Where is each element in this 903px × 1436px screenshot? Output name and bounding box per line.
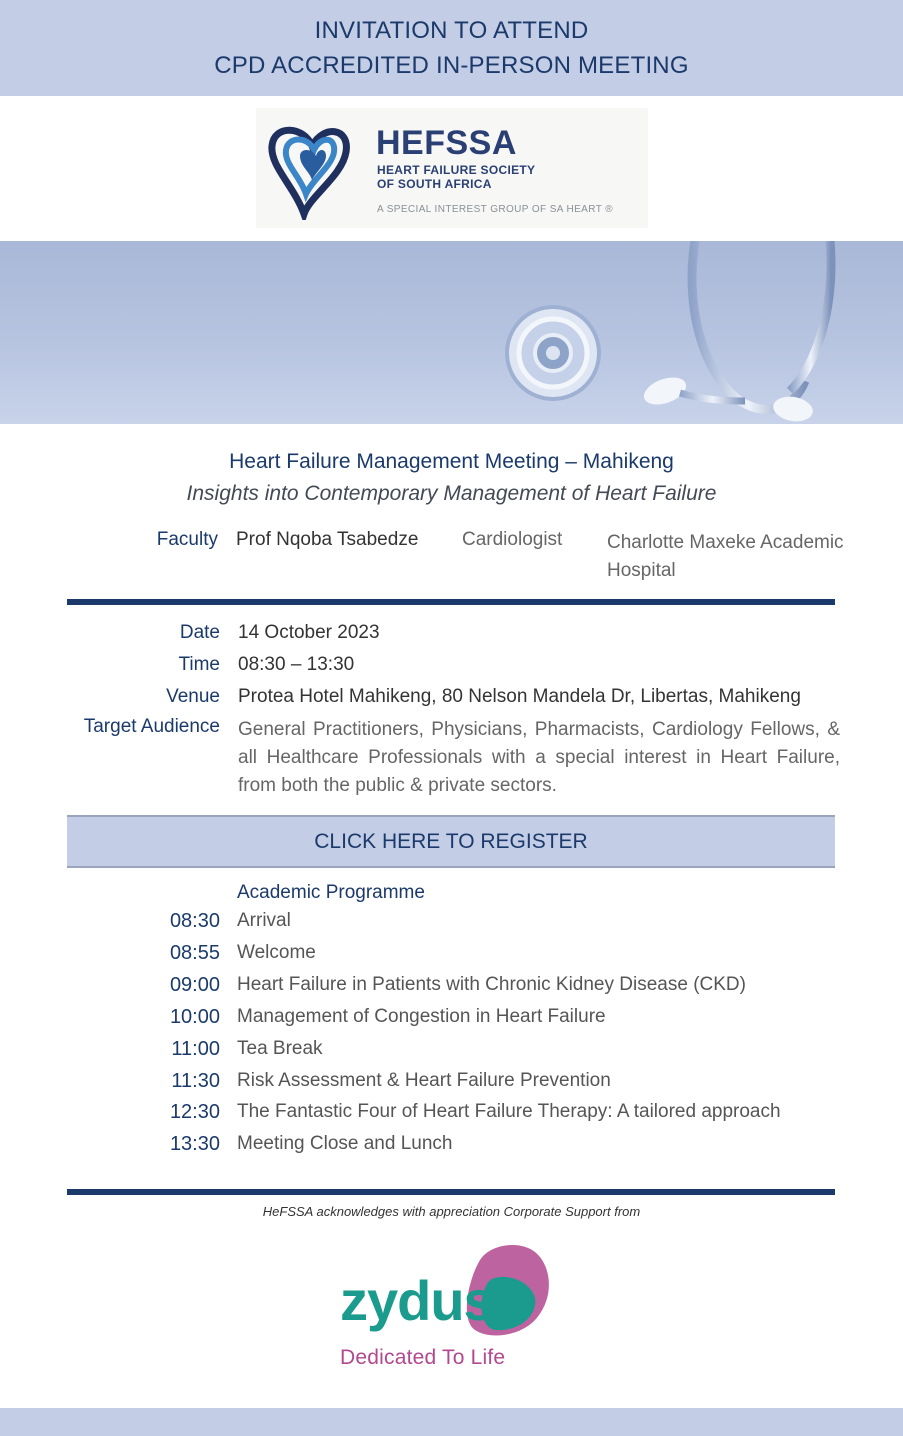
logo-tagline: A SPECIAL INTEREST GROUP OF SA HEART ® (377, 204, 613, 215)
programme-row (0, 1038, 903, 1070)
programme-item: Management of Congestion in Heart Failure (237, 1006, 606, 1027)
programme-item: Meeting Close and Lunch (237, 1133, 453, 1154)
header-line-1: INVITATION TO ATTEND (314, 17, 589, 44)
header-line-2: CPD ACCREDITED IN-PERSON MEETING (214, 52, 689, 79)
programme-time: 08:30 (169, 910, 220, 932)
event-title: Heart Failure Management Meeting – Mahikeng (229, 450, 674, 473)
hefssa-logo (256, 108, 648, 228)
programme-item: Heart Failure in Patients with Chronic Kidney Disease (CKD) (237, 974, 746, 995)
register-button[interactable]: CLICK HERE TO REGISTER (67, 815, 835, 868)
header-banner (0, 0, 903, 96)
programme-item: The Fantastic Four of Heart Failure Therapy: A tailored approach (237, 1101, 781, 1122)
programme-time: 08:55 (169, 942, 220, 964)
programme-item: Risk Assessment & Heart Failure Prevention (237, 1070, 611, 1091)
programme-row (0, 1133, 903, 1165)
programme-time: 13:30 (169, 1133, 220, 1155)
sponsor-name: zydus (340, 1269, 494, 1332)
programme-row (0, 1006, 903, 1038)
logo-name: HEFSSA (376, 124, 517, 162)
programme-time: 11:30 (171, 1070, 220, 1092)
faculty-role: Cardiologist (462, 529, 563, 550)
programme-row (0, 1070, 903, 1102)
venue-value: Protea Hotel Mahikeng, 80 Nelson Mandela Dr, Libertas, Mahikeng (238, 686, 801, 707)
stethoscope-icon (0, 241, 903, 424)
heart-logo-icon (264, 116, 364, 220)
footer-bar (0, 1408, 903, 1436)
event-subtitle: Insights into Contemporary Management of Heart Failure (186, 482, 717, 505)
programme-time: 09:00 (169, 974, 220, 996)
divider-bottom (67, 1189, 835, 1195)
time-value: 08:30 – 13:30 (238, 654, 355, 675)
divider-top (67, 599, 835, 605)
date-label: Date (179, 622, 220, 643)
programme-row (0, 942, 903, 974)
programme-time: 12:30 (169, 1101, 220, 1123)
acknowledgement-text: HeFSSA acknowledges with appreciation Corporate Support from (262, 1204, 641, 1219)
date-value: 14 October 2023 (238, 622, 380, 643)
programme-time: 11:00 (171, 1038, 220, 1060)
stethoscope-image (0, 241, 903, 424)
faculty-label: Faculty (156, 529, 218, 550)
programme-row (0, 910, 903, 942)
sponsor-tagline: Dedicated To Life (340, 1346, 506, 1369)
audience-label: Target Audience (83, 716, 220, 737)
logo-subtitle-2: OF SOUTH AFRICA (377, 177, 492, 191)
programme-row (0, 1101, 903, 1133)
programme-item: Tea Break (237, 1038, 323, 1059)
audience-value: General Practitioners, Physicians, Pharmacists, Cardiology Fellows, & all Healthcare Professionals with a special interest in Heart Failure, from both the public & private sectors. (238, 719, 840, 796)
programme-row (0, 974, 903, 1006)
programme-heading: Academic Programme (237, 882, 425, 903)
faculty-name: Prof Nqoba Tsabedze (236, 529, 419, 550)
faculty-institution: Charlotte Maxeke Academic Hospital (607, 532, 844, 581)
programme-item: Arrival (237, 910, 291, 931)
programme-time: 10:00 (169, 1006, 220, 1028)
venue-label: Venue (166, 686, 220, 707)
logo-subtitle-1: HEART FAILURE SOCIETY (377, 163, 536, 177)
programme-item: Welcome (237, 942, 316, 963)
zydus-logo (330, 1240, 570, 1380)
time-label: Time (178, 654, 220, 675)
